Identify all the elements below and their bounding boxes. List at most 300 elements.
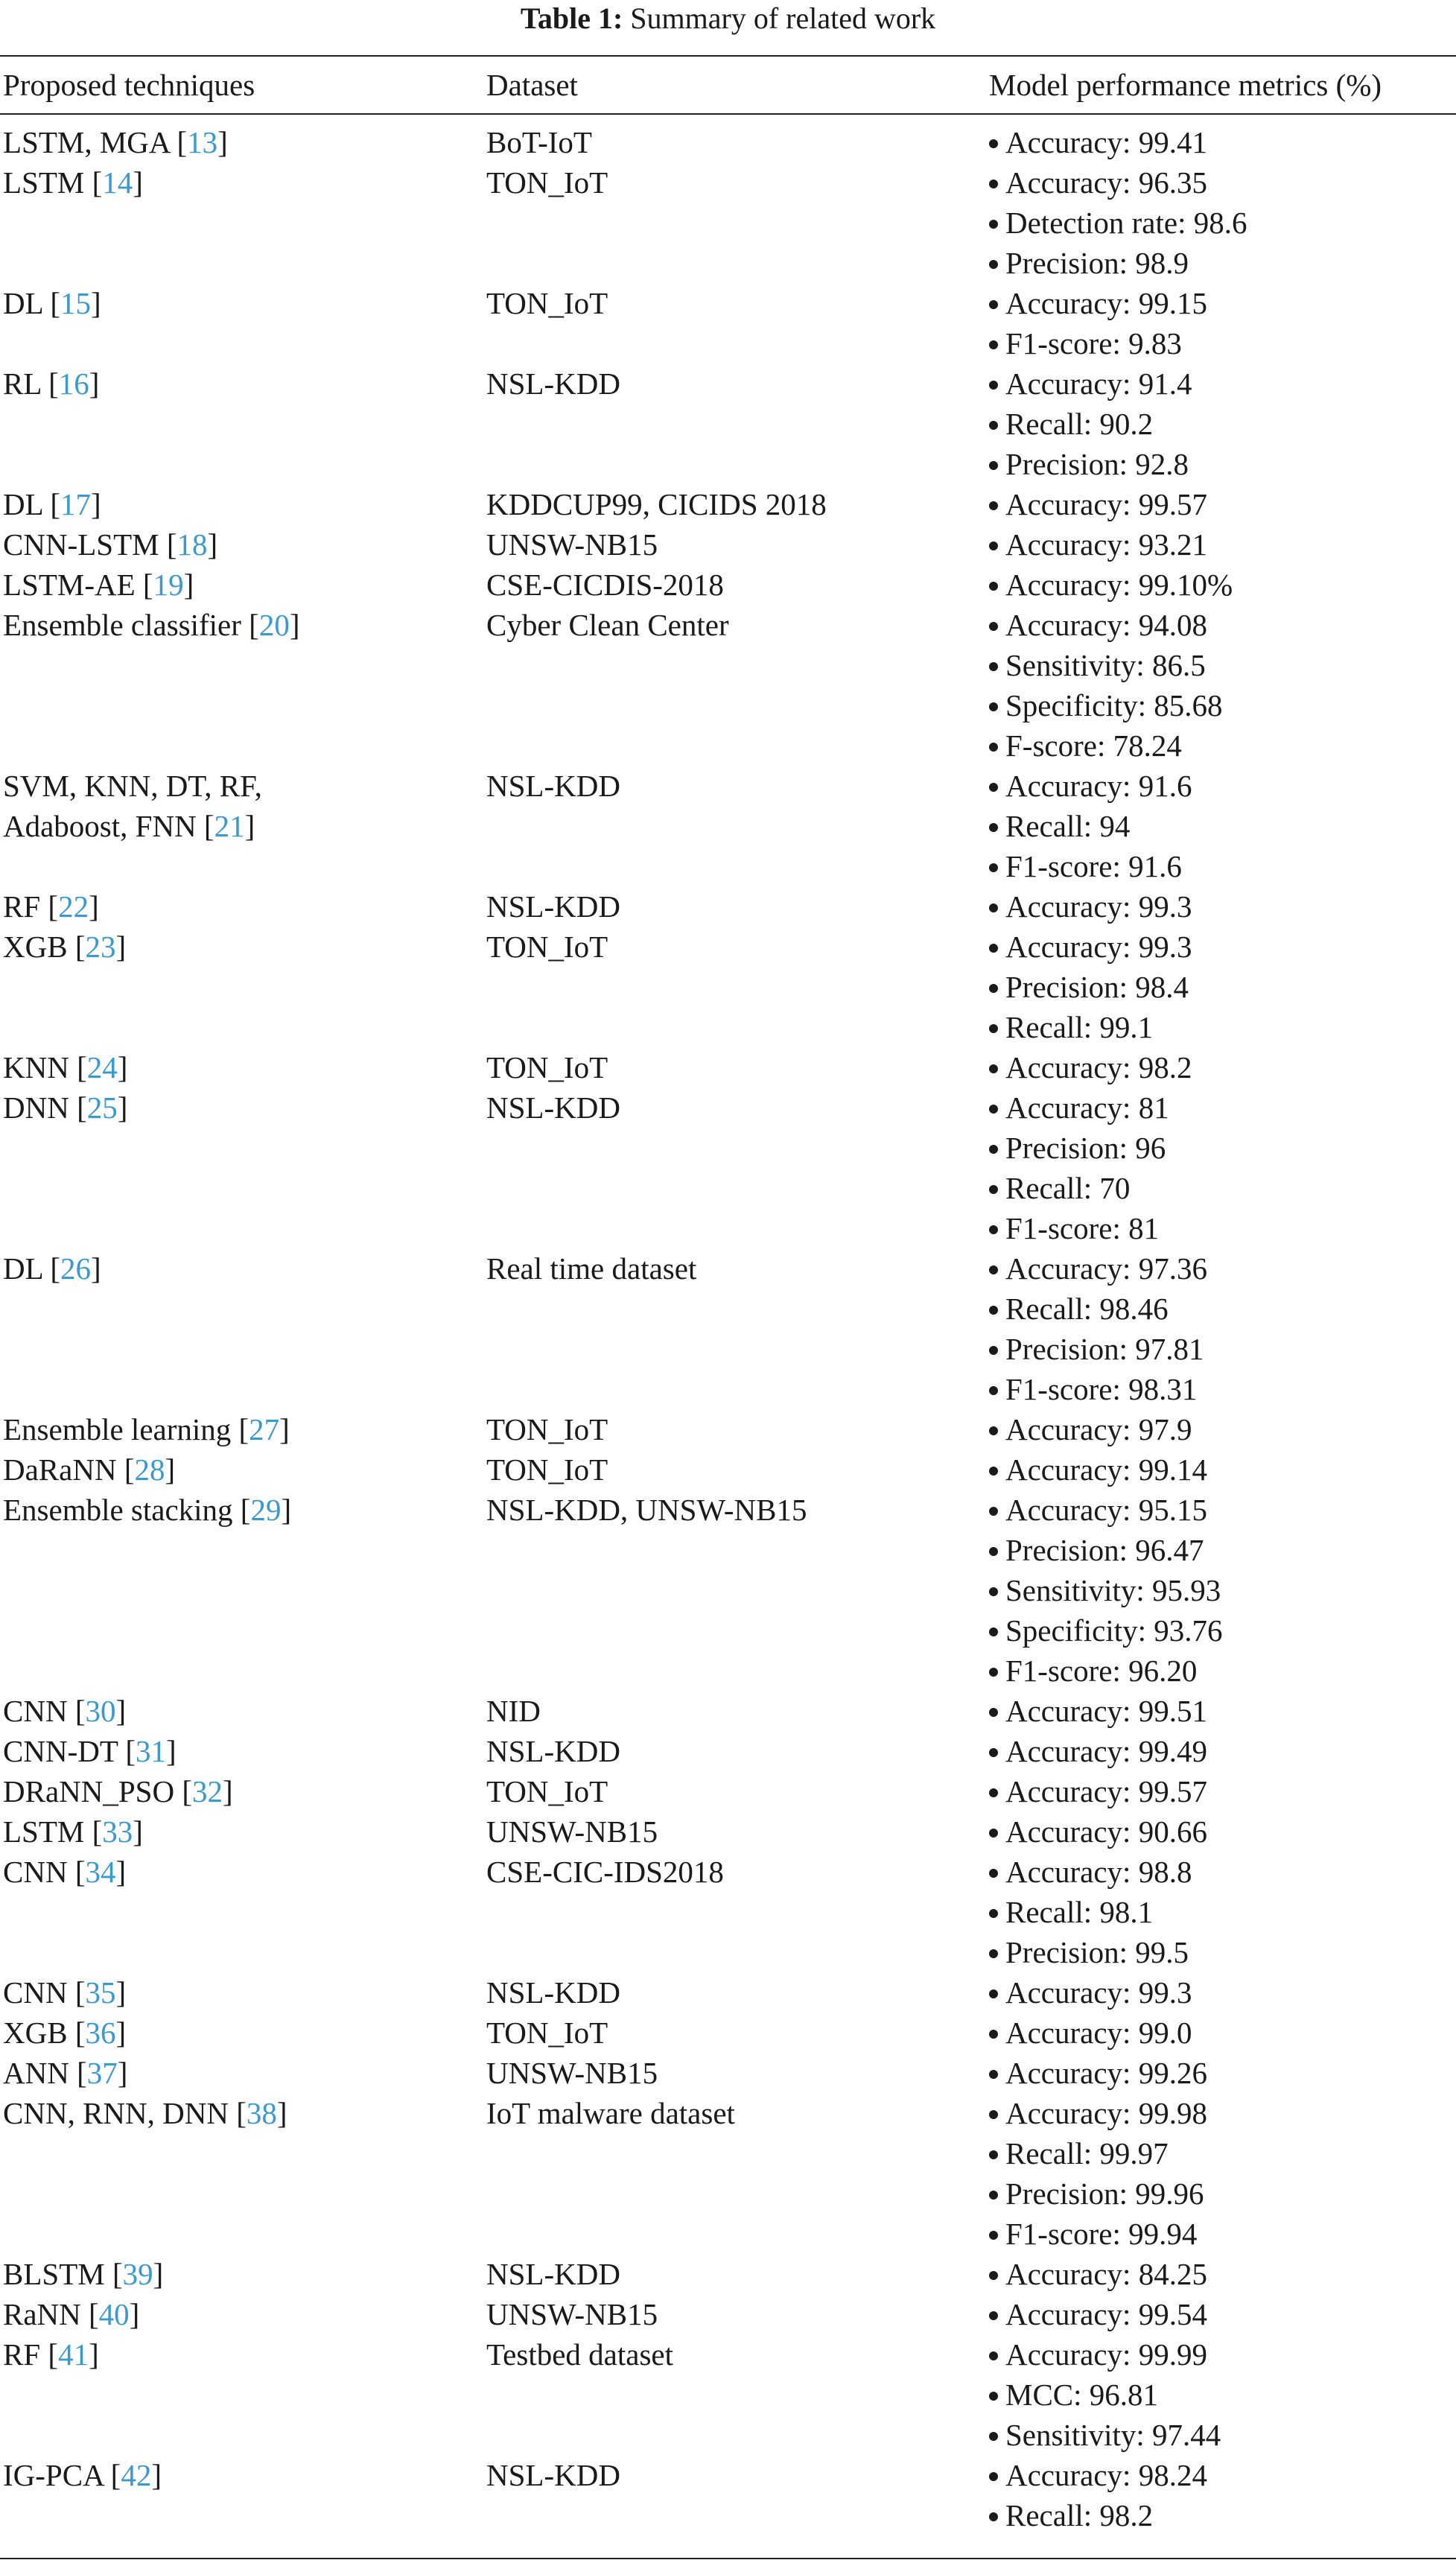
technique-label: BLSTM [ bbox=[3, 2257, 123, 2291]
dataset-text: TON_IoT bbox=[486, 930, 608, 964]
metric-item bbox=[989, 323, 1451, 363]
dataset-text: UNSW-NB15 bbox=[486, 527, 658, 562]
technique-cell bbox=[3, 283, 472, 323]
metric-text: Accuracy: 98.2 bbox=[1005, 1050, 1192, 1084]
metric-item bbox=[989, 1892, 1451, 1932]
table-row bbox=[0, 1691, 1456, 1731]
dataset-cell bbox=[486, 1731, 978, 1771]
table-row bbox=[0, 1490, 1456, 1691]
technique-label: DNN [ bbox=[3, 1090, 87, 1125]
metric-text: Precision: 98.4 bbox=[1005, 970, 1189, 1004]
technique-text bbox=[3, 1771, 472, 1811]
metric-text: Precision: 99.5 bbox=[1005, 1935, 1189, 1969]
dataset-cell bbox=[486, 363, 978, 404]
technique-cell bbox=[3, 162, 472, 203]
reference-bracket: ] bbox=[276, 2096, 287, 2130]
reference-link[interactable]: 26 bbox=[60, 1251, 92, 1286]
dataset-text: TON_IoT bbox=[486, 1774, 608, 1808]
metric-item bbox=[989, 1530, 1451, 1570]
technique-cell bbox=[3, 1811, 472, 1852]
table-header-row bbox=[0, 57, 1456, 113]
metric-item bbox=[989, 404, 1451, 444]
bullet-icon bbox=[989, 1265, 998, 1274]
table-row bbox=[0, 2013, 1456, 2053]
dataset-cell bbox=[486, 2254, 978, 2294]
bullet-icon bbox=[989, 1185, 998, 1194]
technique-label: RL [ bbox=[3, 366, 59, 401]
technique-label: DL [ bbox=[3, 1251, 61, 1286]
metric-text: Accuracy: 99.3 bbox=[1005, 1975, 1192, 2010]
metric-item bbox=[989, 1852, 1451, 1892]
bullet-icon bbox=[989, 823, 998, 832]
technique-cell bbox=[3, 1449, 472, 1490]
dataset-cell bbox=[486, 605, 978, 645]
metrics-cell bbox=[989, 2254, 1451, 2294]
dataset-text: Testbed dataset bbox=[486, 2337, 674, 2372]
metric-text: Accuracy: 99.99 bbox=[1005, 2337, 1207, 2372]
dataset-text: TON_IoT bbox=[486, 1412, 608, 1446]
reference-link[interactable]: 30 bbox=[85, 1694, 116, 1728]
reference-link[interactable]: 37 bbox=[86, 2056, 118, 2090]
metric-item bbox=[989, 1248, 1451, 1289]
technique-text bbox=[3, 1972, 472, 2013]
metrics-cell bbox=[989, 2053, 1451, 2093]
bullet-icon bbox=[989, 702, 998, 711]
metric-item bbox=[989, 283, 1451, 323]
technique-label: Ensemble classifier [ bbox=[3, 608, 259, 642]
bullet-icon bbox=[989, 2311, 998, 2320]
metric-item bbox=[989, 2375, 1451, 2415]
dataset-cell bbox=[486, 2455, 978, 2495]
bullet-icon bbox=[989, 2392, 998, 2401]
bullet-icon bbox=[989, 541, 998, 550]
reference-link[interactable]: 38 bbox=[246, 2096, 277, 2130]
metric-text: Accuracy: 93.21 bbox=[1005, 527, 1207, 562]
technique-label: ANN [ bbox=[3, 2056, 87, 2090]
dataset-text: NSL-KDD bbox=[486, 2458, 620, 2492]
metrics-cell bbox=[989, 1731, 1451, 1771]
technique-cell bbox=[3, 1490, 472, 1530]
dataset-cell bbox=[486, 162, 978, 203]
reference-link[interactable]: 35 bbox=[85, 1975, 116, 2010]
bullet-icon bbox=[989, 2271, 998, 2280]
reference-link[interactable]: 39 bbox=[122, 2257, 153, 2291]
bullet-icon bbox=[989, 2070, 998, 2079]
bullet-icon bbox=[989, 260, 998, 269]
table-row bbox=[0, 1852, 1456, 1972]
technique-label: CNN [ bbox=[3, 1975, 86, 2010]
table-row bbox=[0, 565, 1456, 605]
reference-link[interactable]: 16 bbox=[58, 366, 89, 401]
technique-label: LSTM-AE [ bbox=[3, 568, 153, 602]
technique-label: XGB [ bbox=[3, 930, 86, 964]
metrics-cell bbox=[989, 1771, 1451, 1811]
bullet-icon bbox=[989, 180, 998, 188]
metric-item bbox=[989, 1369, 1451, 1409]
technique-label: IG-PCA [ bbox=[3, 2458, 121, 2492]
technique-label: CNN [ bbox=[3, 1855, 86, 1889]
metric-text: Accuracy: 99.14 bbox=[1005, 1452, 1207, 1487]
reference-bracket: ] bbox=[91, 1251, 101, 1286]
metric-text: F1-score: 99.94 bbox=[1005, 2217, 1198, 2251]
bullet-icon bbox=[989, 1748, 998, 1757]
reference-link[interactable]: 28 bbox=[134, 1452, 165, 1487]
metric-item bbox=[989, 1691, 1451, 1731]
bullet-icon bbox=[989, 1949, 998, 1958]
metric-item bbox=[989, 766, 1451, 806]
metrics-cell bbox=[989, 1047, 1451, 1087]
metric-item bbox=[989, 203, 1451, 243]
dataset-cell bbox=[486, 1972, 978, 2013]
metric-text: Precision: 96 bbox=[1005, 1131, 1166, 1165]
metric-text: Precision: 97.81 bbox=[1005, 1332, 1204, 1366]
technique-cell bbox=[3, 1409, 472, 1449]
reference-link[interactable]: 15 bbox=[60, 286, 92, 320]
reference-bracket: ] bbox=[117, 2056, 128, 2090]
metrics-cell bbox=[989, 2294, 1451, 2334]
dataset-text: UNSW-NB15 bbox=[486, 1814, 658, 1849]
technique-text bbox=[3, 484, 472, 524]
metrics-cell bbox=[989, 162, 1451, 283]
technique-label: CNN [ bbox=[3, 1694, 86, 1728]
metrics-cell bbox=[989, 484, 1451, 524]
technique-label: Adaboost, FNN [ bbox=[3, 809, 214, 843]
metric-text: Accuracy: 99.15 bbox=[1005, 286, 1207, 320]
metrics-cell bbox=[989, 565, 1451, 605]
reference-link[interactable]: 13 bbox=[187, 125, 218, 159]
technique-text bbox=[3, 1409, 472, 1449]
reference-bracket: ] bbox=[115, 1975, 127, 2010]
metric-item bbox=[989, 2334, 1451, 2375]
technique-text bbox=[3, 2294, 472, 2334]
bullet-icon bbox=[989, 2110, 998, 2119]
dataset-cell bbox=[486, 484, 978, 524]
reference-bracket: ] bbox=[115, 1694, 127, 1728]
technique-text bbox=[3, 162, 472, 203]
reference-link[interactable]: 18 bbox=[177, 527, 208, 562]
dataset-text: NSL-KDD bbox=[486, 1090, 620, 1125]
dataset-cell bbox=[486, 1771, 978, 1811]
technique-cell bbox=[3, 1691, 472, 1731]
header-proposed-techniques: Proposed techniques bbox=[3, 68, 255, 102]
reference-link[interactable]: 24 bbox=[86, 1050, 118, 1084]
reference-link[interactable]: 14 bbox=[102, 165, 133, 200]
metric-text: Recall: 99.1 bbox=[1005, 1010, 1154, 1044]
technique-cell bbox=[3, 927, 472, 967]
metric-text: Accuracy: 94.08 bbox=[1005, 608, 1207, 642]
reference-bracket: ] bbox=[115, 930, 127, 964]
table-row bbox=[0, 1771, 1456, 1811]
technique-label: RF [ bbox=[3, 2337, 59, 2372]
dataset-cell bbox=[486, 766, 978, 806]
table-row bbox=[0, 1047, 1456, 1087]
reference-link[interactable]: 27 bbox=[249, 1412, 280, 1446]
technique-cell bbox=[3, 2334, 472, 2375]
metric-item bbox=[989, 1409, 1451, 1449]
reference-link[interactable]: 31 bbox=[136, 1734, 167, 1768]
reference-bracket: ] bbox=[89, 2337, 99, 2372]
technique-cell bbox=[3, 2013, 472, 2053]
reference-bracket: ] bbox=[117, 1050, 128, 1084]
metrics-cell bbox=[989, 1811, 1451, 1852]
metric-item bbox=[989, 1932, 1451, 1972]
reference-bracket: ] bbox=[166, 1734, 177, 1768]
metric-item bbox=[989, 725, 1451, 766]
technique-label: Ensemble learning [ bbox=[3, 1412, 249, 1446]
bullet-icon bbox=[989, 2231, 998, 2240]
metric-item bbox=[989, 1811, 1451, 1852]
bullet-icon bbox=[989, 340, 998, 349]
reference-link[interactable]: 32 bbox=[192, 1774, 223, 1808]
metric-item bbox=[989, 1047, 1451, 1087]
dataset-cell bbox=[486, 565, 978, 605]
reference-link[interactable]: 21 bbox=[214, 809, 245, 843]
bullet-icon bbox=[989, 944, 998, 953]
bullet-icon bbox=[989, 1306, 998, 1315]
dataset-text: NSL-KDD bbox=[486, 366, 620, 401]
metric-text: F1-score: 9.83 bbox=[1005, 326, 1182, 361]
dataset-text: NID bbox=[486, 1694, 541, 1728]
dataset-cell bbox=[486, 1409, 978, 1449]
metric-item bbox=[989, 967, 1451, 1007]
technique-cell bbox=[3, 1731, 472, 1771]
bullet-icon bbox=[989, 984, 998, 993]
metrics-cell bbox=[989, 524, 1451, 565]
reference-link[interactable]: 19 bbox=[153, 568, 184, 602]
dataset-text: Cyber Clean Center bbox=[486, 608, 729, 642]
table-row bbox=[0, 1449, 1456, 1490]
bullet-icon bbox=[989, 1668, 998, 1677]
metric-text: Recall: 99.97 bbox=[1005, 2136, 1169, 2170]
metric-item bbox=[989, 363, 1451, 404]
dataset-cell bbox=[486, 122, 978, 162]
reference-link[interactable]: 41 bbox=[58, 2337, 89, 2372]
metric-item bbox=[989, 2214, 1451, 2254]
dataset-cell bbox=[486, 2093, 978, 2133]
metrics-cell bbox=[989, 1852, 1451, 1972]
technique-text bbox=[3, 1811, 472, 1852]
metric-text: Accuracy: 91.6 bbox=[1005, 769, 1192, 803]
technique-text bbox=[3, 1047, 472, 1087]
reference-link[interactable]: 36 bbox=[85, 2016, 116, 2050]
metric-item bbox=[989, 1972, 1451, 2013]
dataset-cell bbox=[486, 2294, 978, 2334]
metric-item bbox=[989, 1168, 1451, 1208]
technique-label: LSTM [ bbox=[3, 165, 103, 200]
metric-item bbox=[989, 243, 1451, 283]
table-row bbox=[0, 1087, 1456, 1248]
metric-text: Precision: 92.8 bbox=[1005, 447, 1189, 481]
bullet-icon bbox=[989, 2150, 998, 2159]
table-row bbox=[0, 2093, 1456, 2254]
reference-link[interactable]: 34 bbox=[85, 1855, 116, 1889]
dataset-text: NSL-KDD bbox=[486, 889, 620, 924]
dataset-text: UNSW-NB15 bbox=[486, 2056, 658, 2090]
metric-text: Accuracy: 99.49 bbox=[1005, 1734, 1207, 1768]
technique-cell bbox=[3, 1087, 472, 1128]
metrics-cell bbox=[989, 2013, 1451, 2053]
technique-text bbox=[3, 565, 472, 605]
metric-item bbox=[989, 2173, 1451, 2214]
technique-text bbox=[3, 363, 472, 404]
bullet-icon bbox=[989, 501, 998, 510]
metric-text: Precision: 98.9 bbox=[1005, 246, 1189, 280]
dataset-cell bbox=[486, 1449, 978, 1490]
technique-text bbox=[3, 927, 472, 967]
bullet-icon bbox=[989, 139, 998, 148]
metric-item bbox=[989, 645, 1451, 685]
metric-item bbox=[989, 444, 1451, 484]
dataset-cell bbox=[486, 1248, 978, 1289]
metric-item bbox=[989, 2415, 1451, 2455]
dataset-cell bbox=[486, 1490, 978, 1530]
metric-text: Accuracy: 98.24 bbox=[1005, 2458, 1207, 2492]
metrics-cell bbox=[989, 1087, 1451, 1248]
table-row bbox=[0, 886, 1456, 927]
dataset-cell bbox=[486, 1852, 978, 1892]
table-row bbox=[0, 2254, 1456, 2294]
metric-item bbox=[989, 162, 1451, 203]
bullet-icon bbox=[989, 1145, 998, 1154]
metric-text: Specificity: 85.68 bbox=[1005, 688, 1223, 722]
reference-bracket: ] bbox=[217, 125, 228, 159]
metric-item bbox=[989, 1289, 1451, 1329]
metric-item bbox=[989, 886, 1451, 927]
technique-text bbox=[3, 1852, 472, 1892]
technique-text bbox=[3, 1691, 472, 1731]
metric-text: Specificity: 93.76 bbox=[1005, 1613, 1223, 1648]
metric-text: Accuracy: 99.3 bbox=[1005, 889, 1192, 924]
metric-text: F1-score: 81 bbox=[1005, 1211, 1160, 1245]
bullet-icon bbox=[989, 1426, 998, 1435]
metric-text: Accuracy: 97.36 bbox=[1005, 1251, 1207, 1286]
technique-label: RaNN [ bbox=[3, 2297, 99, 2331]
technique-cell bbox=[3, 484, 472, 524]
reference-link[interactable]: 23 bbox=[85, 930, 116, 964]
technique-text bbox=[3, 1731, 472, 1771]
bullet-icon bbox=[989, 582, 998, 591]
bullet-icon bbox=[989, 903, 998, 912]
metric-item bbox=[989, 806, 1451, 846]
reference-bracket: ] bbox=[207, 527, 218, 562]
reference-link[interactable]: 25 bbox=[86, 1090, 118, 1125]
reference-bracket: ] bbox=[89, 889, 99, 924]
dataset-cell bbox=[486, 524, 978, 565]
bullet-icon bbox=[989, 743, 998, 752]
bullet-icon bbox=[989, 1024, 998, 1033]
table-row bbox=[0, 524, 1456, 565]
bullet-icon bbox=[989, 1547, 998, 1556]
technique-text bbox=[3, 2013, 472, 2053]
table-header-rule bbox=[0, 113, 1456, 115]
bullet-icon bbox=[989, 2472, 998, 2481]
metrics-cell bbox=[989, 1691, 1451, 1731]
reference-bracket: ] bbox=[244, 809, 255, 843]
metrics-cell bbox=[989, 2334, 1451, 2455]
bullet-icon bbox=[989, 2191, 998, 2200]
metric-text: Accuracy: 97.9 bbox=[1005, 1412, 1192, 1446]
dataset-text: NSL-KDD bbox=[486, 1975, 620, 2010]
technique-cell bbox=[3, 363, 472, 404]
metric-item bbox=[989, 2013, 1451, 2053]
table-caption bbox=[0, 0, 1456, 39]
technique-text bbox=[3, 1490, 472, 1530]
technique-label: KNN [ bbox=[3, 1050, 87, 1084]
technique-label: DL [ bbox=[3, 286, 61, 320]
table-row bbox=[0, 766, 1456, 886]
reference-link[interactable]: 17 bbox=[60, 487, 92, 521]
technique-cell bbox=[3, 2053, 472, 2093]
reference-bracket: ] bbox=[279, 1412, 290, 1446]
reference-link[interactable]: 29 bbox=[250, 1493, 282, 1527]
dataset-text: IoT malware dataset bbox=[486, 2096, 735, 2130]
metrics-cell bbox=[989, 1449, 1451, 1490]
reference-bracket: ] bbox=[91, 286, 101, 320]
reference-link[interactable]: 40 bbox=[98, 2297, 130, 2331]
dataset-text: Real time dataset bbox=[486, 1251, 697, 1286]
metrics-cell bbox=[989, 122, 1451, 162]
metric-text: Accuracy: 95.15 bbox=[1005, 1493, 1207, 1527]
table-row bbox=[0, 1409, 1456, 1449]
reference-link[interactable]: 22 bbox=[58, 889, 89, 924]
reference-bracket: ] bbox=[289, 608, 300, 642]
technique-label: LSTM, MGA [ bbox=[3, 125, 188, 159]
bullet-icon bbox=[989, 1064, 998, 1073]
dataset-text: UNSW-NB15 bbox=[486, 2297, 658, 2331]
bullet-icon bbox=[989, 2432, 998, 2441]
metric-item bbox=[989, 685, 1451, 725]
technique-cell bbox=[3, 605, 472, 645]
metric-item bbox=[989, 524, 1451, 565]
technique-text bbox=[3, 605, 472, 645]
header-dataset: Dataset bbox=[486, 68, 578, 102]
technique-cell bbox=[3, 2254, 472, 2294]
bullet-icon bbox=[989, 461, 998, 470]
metric-item bbox=[989, 2133, 1451, 2173]
technique-cell bbox=[3, 766, 472, 846]
metric-text: Accuracy: 99.57 bbox=[1005, 1774, 1207, 1808]
metric-item bbox=[989, 1731, 1451, 1771]
reference-link[interactable]: 20 bbox=[258, 608, 290, 642]
bullet-icon bbox=[989, 1386, 998, 1395]
table-row bbox=[0, 1248, 1456, 1409]
reference-link[interactable]: 42 bbox=[121, 2458, 152, 2492]
reference-link[interactable]: 33 bbox=[102, 1814, 133, 1849]
dataset-cell bbox=[486, 2334, 978, 2375]
technique-text bbox=[3, 2334, 472, 2375]
bullet-icon bbox=[989, 1587, 998, 1596]
dataset-text: NSL-KDD bbox=[486, 2257, 620, 2291]
reference-bracket: ] bbox=[183, 568, 194, 602]
metric-item bbox=[989, 1449, 1451, 1490]
bullet-icon bbox=[989, 783, 998, 792]
bullet-icon bbox=[989, 1909, 998, 1918]
bullet-icon bbox=[989, 1788, 998, 1797]
technique-cell bbox=[3, 886, 472, 927]
bullet-icon bbox=[989, 381, 998, 390]
technique-label: DL [ bbox=[3, 487, 61, 521]
technique-cell bbox=[3, 2093, 472, 2133]
technique-text bbox=[3, 806, 472, 846]
technique-label: CNN, RNN, DNN [ bbox=[3, 2096, 247, 2130]
table-row bbox=[0, 2053, 1456, 2093]
dataset-cell bbox=[486, 2053, 978, 2093]
reference-bracket: ] bbox=[133, 165, 143, 200]
metric-text: F-score: 78.24 bbox=[1005, 728, 1182, 763]
metric-item bbox=[989, 565, 1451, 605]
metrics-cell bbox=[989, 927, 1451, 1047]
technique-text bbox=[3, 2053, 472, 2093]
